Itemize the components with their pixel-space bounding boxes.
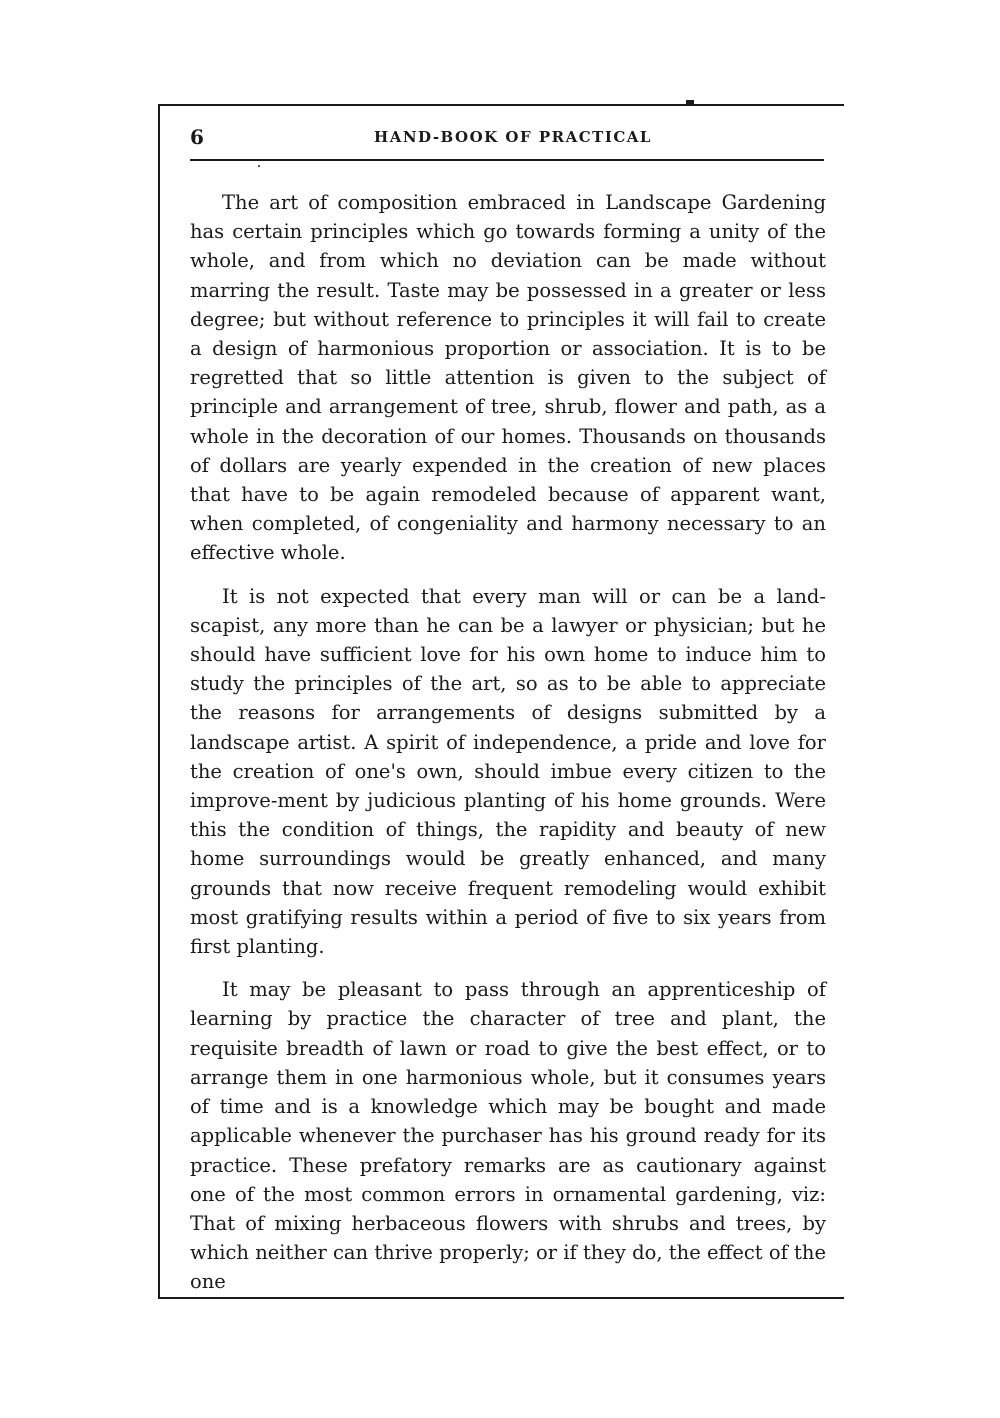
top-rule	[158, 104, 844, 106]
paragraph: The art of composition embraced in Landscape Gardening has certain principles which go towards forming a unity of the whole, and from which no deviation can be made without marring the result. Taste may be possessed in a greater or less degree; but without reference to principles it will fail to create a design of harmonious proportion or association. It is to be regretted that so little attention is given to the subject of principle and arrangement of tree, shrub, flower and path, as a whole in the decoration of our homes. Thousands on thousands of dollars are yearly expended in the creation of new places that have to be again remodeled because of apparent want, when completed, of congeniality and harmony necessary to an effective whole.	[190, 191, 826, 565]
paragraph: It is not expected that every man will or can be a land-scapist, any more than he can be a lawyer or physician; but he should have sufficient love for his own home to induce him to study the principles of the art, so as to be able to appreciate the reasons for arrangements of designs submitted by a landscape artist. A spirit of independence, a pride and love for the creation of one's own, should imbue every citizen to the improve-ment by judicious planting of his home grounds. Were this the condition of things, the rapidity and beauty of new home surroundings would be greatly enhanced, and many grounds that now receive frequent remodeling would exhibit most gratifying results within a period of five to six years from first planting.	[190, 584, 826, 959]
page-title: HAND-BOOK OF PRACTICAL	[374, 128, 652, 146]
top-rule-mark	[686, 100, 694, 106]
paragraph: It may be pleasant to pass through an apprenticeship of learning by practice the character of tree and plant, the requisite breadth of lawn or road to give the best effect, or to arrange them in one harmonious whole, but it consumes years of time and is a knowledge which may be bought and made applicable whenever the purchaser has his ground ready for its practice. These prefatory remarks are as cautionary against one of the most common errors in ornamental gardening, viz: That of mixing herbaceous flowers with shrubs and trees, by which neither can thrive properly; or if they do, the effect of the one	[190, 978, 826, 1294]
bottom-rule	[158, 1297, 844, 1299]
header-dot	[258, 165, 260, 167]
page-number: 6	[190, 125, 204, 149]
running-head	[190, 122, 826, 152]
body-text	[190, 188, 826, 1297]
left-rule	[158, 104, 160, 1299]
header-rule	[190, 159, 824, 161]
